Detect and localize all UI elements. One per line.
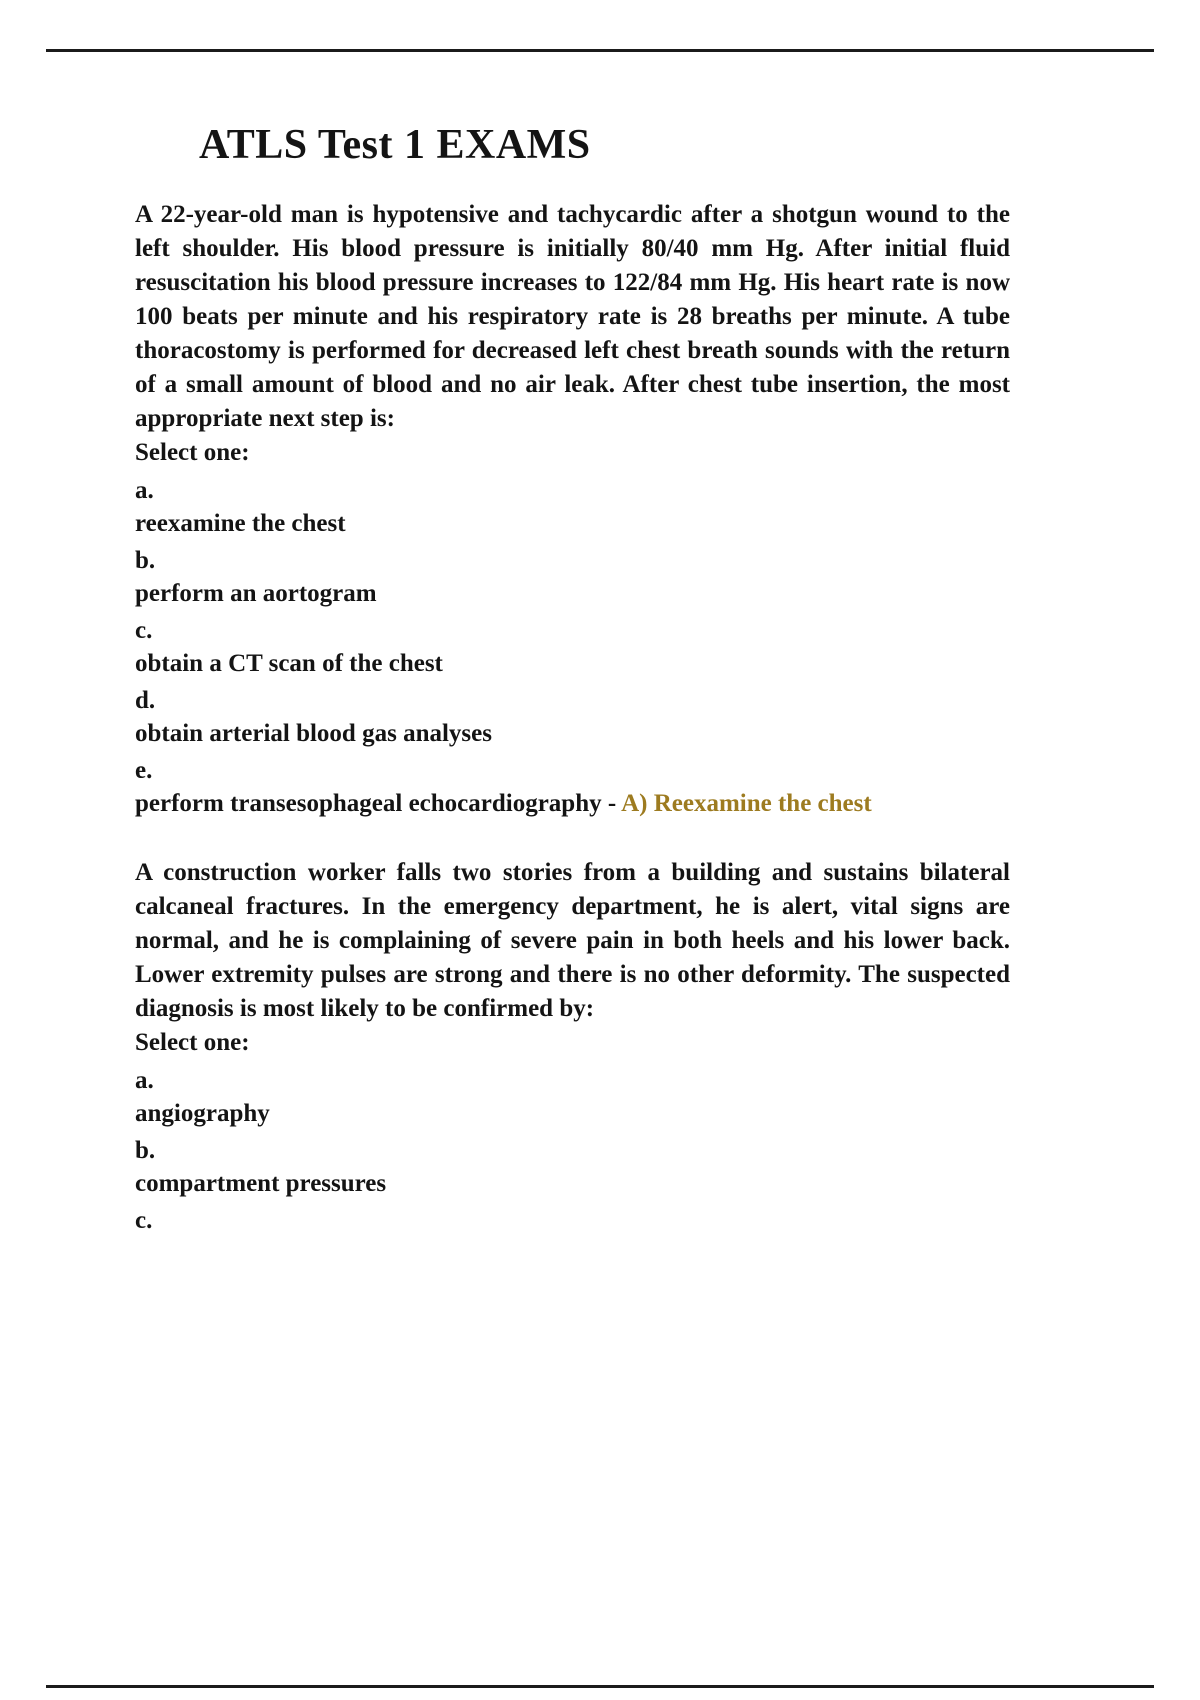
- select-one-label: Select one:: [135, 439, 250, 467]
- question-block-2: [135, 856, 1010, 1237]
- option-text: perform transesophageal echocardiography -: [135, 790, 622, 818]
- option-letter: c.: [135, 617, 153, 645]
- option-a: [135, 1064, 1010, 1130]
- option-text: obtain arterial blood gas analyses: [135, 720, 492, 748]
- option-letter: d.: [135, 687, 156, 715]
- bottom-divider: [46, 1685, 1154, 1688]
- question-stem: A construction worker falls two stories from a building and sustains bilateral calcaneal fractures. In the emergency department, he is alert, vital signs are normal, and he is complaining of severe pain in both heels and his lower back. Lower extremity pulses are strong and there is no other deformity. The suspected diagnosis is most likely to be confirmed by:: [135, 859, 1010, 1023]
- answer-text: A) Reexamine the chest: [621, 790, 872, 818]
- option-letter: c.: [135, 1207, 153, 1235]
- option-text: compartment pressures: [135, 1170, 387, 1198]
- option-c: [135, 614, 1010, 680]
- option-text: obtain a CT scan of the chest: [135, 650, 443, 678]
- option-letter: b.: [135, 547, 156, 575]
- select-one-label: Select one:: [135, 1029, 250, 1057]
- option-b: [135, 544, 1010, 610]
- option-text: reexamine the chest: [135, 510, 346, 538]
- question-block-1: [135, 198, 1010, 820]
- option-text: perform an aortogram: [135, 580, 377, 608]
- top-divider: [46, 49, 1154, 52]
- option-a: [135, 474, 1010, 540]
- option-e: [135, 754, 1010, 820]
- option-b: [135, 1134, 1010, 1200]
- question-stem: A 22-year-old man is hypotensive and tachycardic after a shotgun wound to the left shoulder. His blood pressure is initially 80/40 mm Hg. After initial fluid resuscitation his blood pressure increases to 122/84 mm Hg. His heart rate is now 100 beats per minute and his respiratory rate is 28 breaths per minute. A tube thoracostomy is performed for decreased left chest breath sounds with the return of a small amount of blood and no air leak. After chest tube insertion, the most appropriate next step is:: [135, 201, 1010, 433]
- option-text: angiography: [135, 1100, 270, 1128]
- option-c: [135, 1204, 1010, 1237]
- option-letter: b.: [135, 1137, 156, 1165]
- option-letter: e.: [135, 757, 153, 785]
- document-content: [135, 122, 1010, 1237]
- option-letter: a.: [135, 477, 154, 505]
- option-letter: a.: [135, 1067, 154, 1095]
- page-title: ATLS Test 1 EXAMS: [199, 122, 591, 168]
- option-text-with-answer: [135, 787, 1010, 820]
- option-d: [135, 684, 1010, 750]
